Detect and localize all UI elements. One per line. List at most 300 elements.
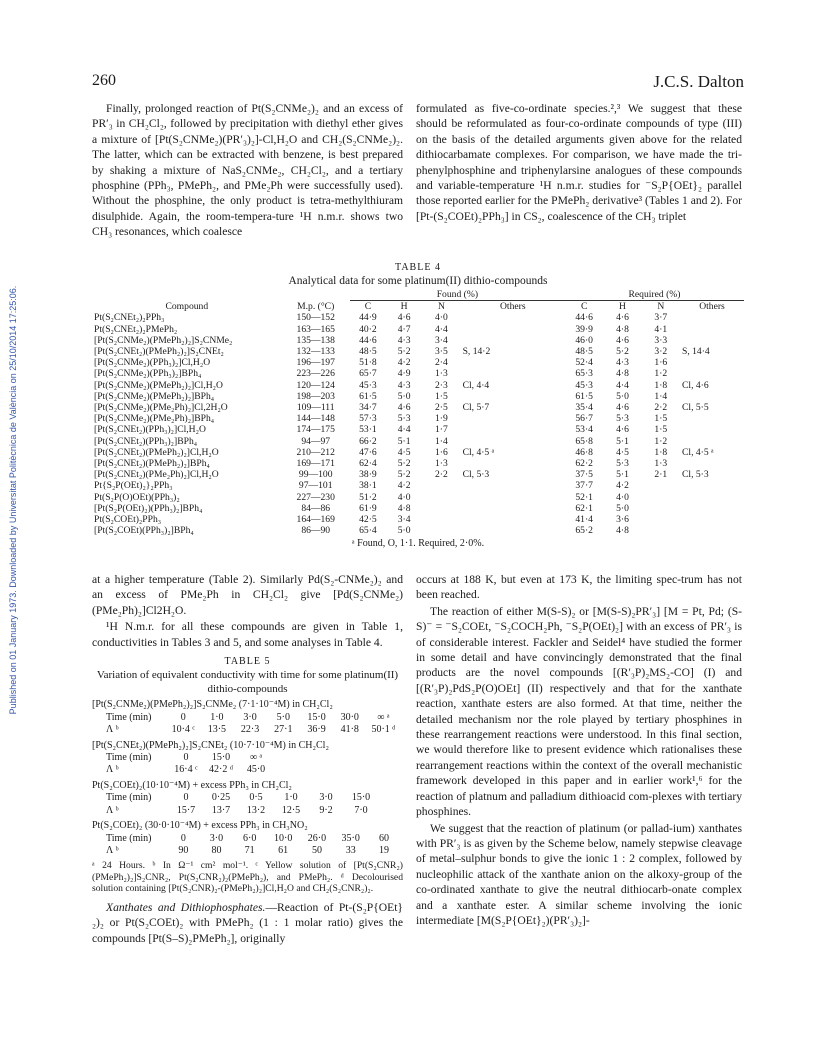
data-cell (461, 357, 565, 368)
data-cell: 144—148 (296, 413, 335, 425)
table-row (92, 413, 744, 424)
data-cell: 5·3 (616, 413, 629, 425)
data-cell (461, 492, 565, 503)
data-cell: 0·25 (211, 792, 231, 804)
data-cell: 4·0 (616, 491, 629, 503)
data-cell: 51·8 (359, 357, 377, 369)
data-cell: 61 (278, 844, 289, 856)
data-cell: 1·6 (435, 446, 448, 458)
page-header (92, 72, 744, 94)
data-cell (680, 324, 744, 335)
compound-cell: [Pt(S₂CNEt₂)(PMePh₂)₂]Cl,H₂O (94, 446, 219, 458)
data-cell: 196—197 (296, 357, 335, 369)
data-cell: Cl, 4·5 ᵃ (462, 446, 495, 458)
data-cell: 4·3 (397, 379, 411, 391)
data-cell: 5·2 (397, 346, 411, 358)
data-cell: 10·0 (274, 832, 293, 844)
data-cell: 3·2 (654, 346, 668, 358)
data-cell: 33 (345, 844, 356, 856)
compound-cell: [Pt(S₂CNMe₂)(PPh₃)₂]BPh₄ (94, 368, 202, 380)
data-cell (461, 312, 565, 323)
data-cell: 163—165 (296, 323, 335, 335)
data-cell: 1·7 (435, 424, 448, 436)
column-header: Others (699, 301, 725, 313)
data-cell: 4·8 (397, 502, 411, 514)
data-cell: 48·5 (575, 346, 593, 358)
data-cell: 13·7 (211, 804, 231, 816)
conductivity-table (106, 833, 403, 858)
data-cell (680, 480, 744, 491)
data-cell: 4·8 (616, 525, 629, 537)
table-row (92, 424, 744, 435)
data-cell: 22·3 (240, 724, 260, 736)
data-cell: 4·0 (397, 491, 411, 503)
data-cell: 71 (244, 844, 255, 856)
data-cell: 5·1 (397, 435, 411, 447)
data-cell: 4·6 (397, 312, 411, 324)
data-cell: 42·5 (359, 514, 377, 526)
data-cell (680, 413, 744, 424)
data-cell: 5·2 (397, 458, 411, 470)
data-cell: 9·2 (319, 804, 333, 816)
data-cell: 45·3 (575, 379, 593, 391)
data-cell (461, 424, 565, 435)
data-cell: 3·4 (397, 514, 411, 526)
data-cell: 13·5 (207, 724, 227, 736)
data-cell: 15·7 (176, 804, 196, 816)
journal-title: J.C.S. Dalton (653, 72, 744, 91)
data-cell: 1·0 (284, 792, 298, 804)
data-cell: 5·0 (616, 390, 629, 402)
data-cell: 44·6 (359, 334, 377, 346)
data-cell: 1·3 (435, 368, 448, 380)
table-row (92, 514, 744, 525)
data-cell: 5·1 (616, 469, 629, 481)
data-cell: 5·0 (397, 525, 411, 537)
data-cell: 2·3 (435, 379, 448, 391)
page-number: 260 (92, 72, 116, 89)
data-cell (680, 357, 744, 368)
data-cell (422, 525, 460, 536)
table-row (92, 391, 744, 402)
paragraph: at a higher temperature (Table 2). Similarly Pd(S₂-CNMe₂)₂ and an excess of PMe₂Ph in CH₂Cl₂ give [Pd(S₂CNMe₂)(PMe₂Ph)₂]Cl2H₂O. (92, 573, 403, 617)
data-cell: 4·8 (616, 323, 629, 335)
data-cell: 169—171 (296, 458, 335, 470)
data-cell: 0 (180, 832, 186, 844)
data-cell: 4·5 (397, 446, 411, 458)
compound-cell: [Pt(S₂CNEt₂)(PMe₂Ph)₂]Cl,H₂O (94, 469, 219, 481)
data-cell: 1·5 (435, 390, 448, 402)
data-cell: 57·3 (359, 413, 377, 425)
data-cell (461, 514, 565, 525)
data-cell (642, 480, 680, 491)
data-cell: 2·2 (435, 469, 448, 481)
data-cell: 109—111 (296, 402, 335, 414)
column-bottom-left (92, 572, 403, 947)
table-notes: ᵃ 24 Hours. ᵇ In Ω⁻¹ cm² mol⁻¹. ᶜ Yellow solution of [Pt(S₂CNR₂)(PMePh₂)₂]S₂CNR₂, Pt(S₂CNR₂)₂(PMePh₂), and PMePh₂. ᵈ Decolourised solution containing [Pt(S₂CNR)₂-(PMePh₂)₂]Cl,H₂O and CH₂(S₂CNR₂)₂. (92, 860, 403, 894)
data-cell: 65·4 (359, 525, 377, 537)
data-cell: 4·2 (397, 357, 411, 369)
compound-cell: Pt(S₂CNEt₂)₂PMePh₂ (94, 323, 178, 335)
data-cell (461, 436, 565, 447)
data-cell: 61·5 (575, 390, 593, 402)
data-cell: 1·9 (435, 413, 448, 425)
data-cell: 6·0 (243, 832, 257, 844)
column-header: N (437, 301, 445, 313)
table-row (92, 380, 744, 391)
row-label: Time (min) (106, 832, 152, 844)
data-cell: 26·0 (307, 832, 327, 844)
data-cell: 42·2 ᵈ (209, 764, 233, 776)
data-cell: 2·1 (654, 469, 668, 481)
data-cell: 150—152 (296, 312, 335, 324)
data-cell: 1·6 (654, 357, 668, 369)
data-cell: 46·8 (575, 446, 593, 458)
paragraph: occurs at 188 K, but even at 173 K, the limiting spec-trum has not been reached. (416, 573, 742, 602)
data-cell (642, 503, 680, 514)
data-cell: 37·7 (575, 480, 593, 492)
data-cell: 4·9 (397, 368, 411, 380)
table-label: TABLE 5 (224, 656, 271, 668)
table-row (106, 764, 276, 776)
data-cell (461, 503, 565, 514)
data-cell: 41·8 (340, 724, 359, 736)
compound-cell: Pt(S₂CNEt₂)₂PPh₃ (94, 312, 165, 324)
data-cell (642, 525, 680, 536)
data-cell (461, 480, 565, 491)
conductivity-section (92, 780, 403, 817)
table-5 (92, 656, 403, 894)
data-cell: 210—212 (296, 446, 335, 458)
data-cell: 1·2 (654, 368, 668, 380)
data-cell: 3·6 (616, 514, 629, 526)
data-cell: 90 (178, 844, 189, 856)
data-cell: 46·0 (575, 334, 593, 346)
data-cell (461, 368, 565, 379)
data-cell: 4·0 (435, 312, 448, 324)
column-bottom-right (416, 572, 742, 929)
data-cell (680, 492, 744, 503)
data-cell: 3·0 (209, 832, 224, 844)
section-title: [Pt(S₂CNMe₂)(PMePh₂)₂]S₂CNMe₂ (7·1·10⁻⁴M) in CH₂Cl₂ (92, 699, 333, 711)
data-cell: 1·8 (654, 446, 668, 458)
column-header: N (657, 301, 665, 313)
table-row (92, 357, 744, 368)
table-row (92, 525, 744, 536)
data-cell: 5·0 (397, 390, 411, 402)
data-cell: Cl, 4·5 ᵃ (682, 446, 714, 458)
data-cell (642, 492, 680, 503)
data-cell: 84—86 (301, 502, 331, 514)
data-cell: ∞ ᵃ (377, 711, 390, 723)
data-cell: 99—100 (298, 469, 333, 481)
data-cell: 1·3 (654, 458, 668, 470)
table-row (106, 724, 403, 736)
paragraph: ¹H N.m.r. for all these compounds are given in Table 1, conductivities in Tables 3 and 5, and some analyses in Table 4. (92, 620, 403, 649)
data-cell: 50 (311, 844, 322, 856)
data-cell: 15·0 (351, 792, 371, 804)
data-cell: 223—226 (296, 368, 335, 380)
data-cell: 4·3 (397, 334, 411, 346)
data-cell: 4·2 (616, 480, 629, 492)
conductivity-table (106, 752, 276, 777)
data-cell: 4·2 (397, 480, 411, 492)
data-cell: 12·5 (281, 804, 301, 816)
data-cell: 52·4 (575, 357, 593, 369)
table-row (92, 436, 744, 447)
data-cell: 36·9 (307, 724, 326, 736)
data-cell: 62·2 (575, 458, 593, 470)
data-cell: 1·8 (654, 379, 668, 391)
conductivity-section (92, 699, 403, 736)
data-cell (461, 413, 565, 424)
data-cell (422, 514, 460, 525)
data-cell (461, 335, 565, 346)
conductivity-section (92, 740, 403, 777)
data-cell: 4·5 (616, 446, 629, 458)
table-row (92, 324, 744, 335)
data-cell: 1·2 (654, 435, 668, 447)
data-cell: 5·0 (616, 502, 629, 514)
data-cell: 0 (183, 752, 189, 764)
data-cell (422, 480, 460, 491)
data-cell: Cl, 5·5 (682, 402, 709, 414)
data-cell (461, 391, 565, 402)
data-cell: 62·1 (575, 502, 593, 514)
table-row (92, 480, 744, 491)
data-cell: 2·4 (435, 357, 448, 369)
compound-cell: Pt{S₂P(OEt)₂}₂PPh₃ (94, 480, 173, 492)
column-top-left (92, 101, 403, 241)
data-cell: 135—138 (296, 334, 335, 346)
table-row (92, 447, 744, 458)
row-label: Λ ᵇ (106, 724, 119, 736)
compound-cell: [Pt(S₂CNEt₂)(PMePh₂)₂]S₂CNEt₂ (94, 346, 224, 358)
data-cell: S, 14·4 (682, 346, 710, 358)
data-cell: Cl, 4·4 (462, 379, 490, 391)
row-label: Λ ᵇ (106, 844, 119, 856)
table-row (92, 335, 744, 346)
data-cell: 4·8 (616, 368, 629, 380)
data-cell: 62·4 (359, 458, 377, 470)
data-cell: 1·5 (654, 424, 668, 436)
section-heading: Xanthates and Dithiophosphates. (106, 900, 266, 914)
row-label: Time (min) (106, 711, 152, 723)
data-cell: 19 (379, 844, 390, 856)
compound-cell: [Pt(S₂CNMe₂)(PPh₃)₂]Cl,H₂O (94, 357, 211, 369)
data-cell: 97—101 (298, 480, 333, 492)
data-cell (461, 324, 565, 335)
data-cell: 34·7 (359, 402, 377, 414)
column-header: C (364, 301, 372, 313)
data-cell (461, 525, 565, 536)
compound-cell: [Pt(S₂CNMe₂)(PMePh₂)₂]S₂CNMe₂ (94, 334, 233, 346)
data-cell: 0 (183, 792, 189, 804)
data-cell: 16·4 ᶜ (174, 764, 198, 776)
data-cell: 35·4 (575, 402, 593, 414)
data-cell: 3·7 (654, 312, 668, 324)
data-cell: 132—133 (296, 346, 335, 358)
data-cell: 174—175 (296, 424, 335, 436)
data-cell (422, 503, 460, 514)
data-cell: 2·2 (654, 402, 668, 414)
data-cell: 3·4 (435, 334, 448, 346)
data-cell (680, 436, 744, 447)
data-cell: 38·1 (359, 480, 377, 492)
table-row (106, 712, 403, 724)
data-cell: 4·6 (616, 312, 629, 324)
data-cell: 0 (180, 711, 186, 723)
conductivity-table (106, 712, 403, 737)
data-cell: 44·9 (359, 312, 377, 324)
data-cell (680, 514, 744, 525)
table-caption: Analytical data for some platinum(II) dithio-compounds (288, 275, 548, 287)
paragraph: Finally, prolonged reaction of Pt(S₂CNMe₂)₂ and an excess of PR′₃ in CH₂Cl₂, followed by precipitation with diethyl ether gives a mixture of [Pt(S₂CNMe₂)(PR′₃)₂]-Cl,H₂O and CH₂(S₂CNMe₂)₂. The latter, which can be extracted with benzene, is best prepared by shaking a mixture of NaS₂CNMe₂, CH₂Cl₂, and a tertiary phosphine (PPh₃, PMePh₂, and PMe₂Ph were successfully used). Without the phosphine, the only product is tetra-methylthiuram disulphide. Again, the room-tempera-ture ¹H n.m.r. shows two CH₃ resonances, which coalesce (92, 102, 403, 239)
compound-cell: [Pt(S₂CNMe₂)(PMePh₂)₂]Cl,H₂O (94, 379, 223, 391)
data-cell: 86—90 (301, 525, 331, 537)
column-header: H (400, 301, 408, 313)
table-row (106, 792, 381, 804)
data-cell: 5·2 (616, 346, 629, 358)
column-header: M.p. (°C) (297, 300, 335, 312)
data-cell: Cl, 5·3 (462, 469, 490, 481)
section-title: Pt(S₂COEt)₂(10·10⁻⁴M) + excess PPh₃ in CH₂Cl₂ (92, 779, 292, 791)
data-cell (680, 368, 744, 379)
data-cell: 45·0 (246, 764, 266, 776)
data-cell (680, 503, 744, 514)
found-group-header: Found (%) (350, 289, 565, 301)
table-row (92, 492, 744, 503)
data-cell: 4·3 (616, 357, 629, 369)
data-cell: 1·5 (654, 413, 668, 425)
download-watermark-text: Published on 01 January 1973. Downloaded by Universitat Politècnica de València on 25/10/2014 17:25:06. (8, 285, 18, 715)
compound-cell: [Pt(S₂CNMe₂)(PMePh₂)₂]BPh₄ (94, 390, 215, 402)
required-group-header: Required (%) (565, 289, 744, 301)
conductivity-section (92, 820, 403, 857)
data-cell: 52·1 (575, 491, 593, 503)
table-row (92, 312, 744, 323)
table-row (92, 503, 744, 514)
data-cell: 5·0 (276, 711, 290, 723)
data-cell: 4·4 (397, 424, 411, 436)
data-cell: 3·0 (319, 792, 333, 804)
data-cell: 1·4 (654, 390, 668, 402)
section-title: [Pt(S₂CNEt₂)(PMePh₂)₂]S₂CNEt₂ (10·7·10⁻⁴M) in CH₂Cl₂ (92, 739, 329, 751)
data-cell: S, 14·2 (462, 346, 491, 358)
data-cell: Cl, 5·3 (682, 469, 709, 481)
data-cell: Cl, 4·6 (682, 379, 709, 391)
data-cell: 4·6 (616, 424, 629, 436)
compound-cell: Pt(S₂P(O)OEt)(PPh₃)₂ (94, 491, 180, 503)
data-cell: 51·2 (359, 491, 377, 503)
data-cell: 5·3 (616, 458, 629, 470)
table-row (92, 469, 744, 480)
data-cell: 3·0 (243, 711, 257, 723)
data-cell: 227—230 (296, 491, 335, 503)
data-cell (680, 312, 744, 323)
data-cell: 4·4 (435, 323, 448, 335)
data-cell: 65·8 (575, 435, 593, 447)
data-cell: 38·9 (359, 469, 377, 481)
data-cell: 80 (211, 844, 222, 856)
paragraph: The reaction of either M(S-S)₂ or [M(S-S)₂PR′₃] [M = Pt, Pd; (S-S)⁻ = ⁻S₂COEt, ⁻S₂COCH₂Ph, ⁻S₂P(OEt)₂] with an excess of PR′₃ is of considerable interest. Fackler and Seidel⁴ have studied the former in some detail and have convincingly demonstrated that the final products are the novel compounds [(R′₃P)₂MS₂-CO] (I) and [(R′₃P)₂PdS₂P(O)OEt] (II) respectively and that for the xanthate reaction, xanthate esters are also formed. At that time, neither the detailed mechanism nor the role played by tertiary phosphines in these rearrangement reactions were understood. In this final section, we would therefore like to present evidence which rationalises these rearrangement reactions within the context of the overall mechanistic framework developed in this paper and in earlier work¹,⁶ for the reaction of platnum and palladium dithioacid com-plexes with tertiary phosphines. (416, 604, 742, 819)
conductivity-table (106, 792, 381, 817)
compound-cell: [Pt(S₂CNEt₂)(PPh₃)₂]Cl,H₂O (94, 424, 206, 436)
data-cell: 4·6 (616, 402, 629, 414)
data-cell: 4·6 (397, 402, 411, 414)
table-row (106, 833, 403, 845)
data-cell: 94—97 (301, 435, 331, 447)
data-cell: 5·3 (397, 413, 411, 425)
table-label: TABLE 4 (395, 262, 441, 273)
data-cell: 1·0 (210, 711, 224, 723)
data-cell: Cl, 5·7 (462, 402, 490, 414)
data-cell: 15·0 (307, 711, 326, 723)
table-row (92, 402, 744, 413)
table-row (106, 752, 276, 764)
data-cell (642, 514, 680, 525)
compound-cell: [Pt(S₂CNEt₂)(PPh₃)₂]BPh₄ (94, 435, 198, 447)
data-cell: 66·2 (359, 435, 377, 447)
download-watermark (6, 180, 20, 820)
paragraph: formulated as five-co-ordinate species.²,³ We suggest that these should be reformulated as four-co-ordinate compounds of type (III) on the basis of the detailed arguments given above for the related dithiocarbamate complexes. For comparison, we have made the tri-phenylphosphine and triphenylarsine analogues of these compounds and variable-temperature ¹H n.m.r. studies for ⁻S₂P{OEt}₂ parallel those reported earlier for the PMePh₂ derivative³ (Tables 1 and 2). For [Pt-(S₂COEt)₂PPh₃] in CS₂, coalescence of the CH₃ triplet (416, 102, 742, 223)
data-cell: 10·4 ᶜ (171, 724, 195, 736)
row-label: Time (min) (106, 792, 152, 804)
paragraph (92, 900, 403, 946)
data-cell: 56·7 (575, 413, 593, 425)
table-row (92, 346, 744, 357)
data-cell: 4·1 (654, 323, 668, 335)
data-cell: 53·1 (359, 424, 377, 436)
table-row (92, 458, 744, 469)
data-cell: 4·6 (616, 334, 629, 346)
data-cell: 50·1 ᵈ (371, 724, 396, 736)
column-header: H (619, 301, 626, 313)
data-cell (680, 525, 744, 536)
data-cell (680, 424, 744, 435)
column-header: Compound (165, 300, 209, 312)
row-label: Time (min) (106, 752, 152, 764)
data-cell: 27·1 (274, 724, 293, 736)
data-cell: 60 (379, 832, 390, 844)
table-row (92, 368, 744, 379)
data-cell (680, 335, 744, 346)
row-label: Λ ᵇ (106, 804, 119, 816)
data-cell: 44·6 (575, 312, 593, 324)
data-cell: 39·9 (575, 323, 593, 335)
data-cell: 47·6 (359, 446, 377, 458)
data-cell: 120—124 (296, 379, 335, 391)
data-cell (680, 458, 744, 469)
compound-cell: [Pt(S₂CNEt₂)(PMePh₂)₂]BPh₄ (94, 458, 210, 470)
paragraph-text: —Reaction of Pt-(S₂P{OEt}₂)₂ or Pt(S₂COEt)₂ with PMePh₂ (1 : 1 molar ratio) gives the compounds [Pt(S–S)₂PMePh₂], originally (92, 900, 403, 945)
column-header: C (580, 301, 588, 313)
data-cell: 45·3 (359, 379, 377, 391)
data-cell: 4·4 (616, 379, 629, 391)
table-row (106, 805, 381, 817)
paragraph: We suggest that the reaction of platinum (or pallad-ium) xanthates with PR′₃ is as given by the Scheme below, namely stepwise cleavage of metal–sulphur bonds to give the ionic 1 : 2 complex, followed by nucleophilic attack of the xanthate anion on the alkoxy-group of the co-ordinated xanthate to give the neutral dithiocarb-onate complex and a xanthate ester. A similar scheme involving the ionic intermediate [M(S₂P{OEt}₂)(PR′₃)₂]- (416, 821, 742, 927)
data-cell: 3·3 (654, 334, 668, 346)
compound-cell: [Pt(S₂COEt)(PPh₃)₂]BPh₄ (94, 525, 194, 537)
data-cell: 13·2 (246, 804, 266, 816)
data-cell: 0·5 (249, 792, 263, 804)
data-cell: 35·0 (341, 832, 360, 844)
data-cell: 5·1 (616, 435, 629, 447)
compound-cell: [Pt(S₂CNMe₂)(PMe₂Ph)₂]BPh₄ (94, 413, 215, 425)
section-title: Pt(S₂COEt)₂ (30·0·10⁻⁴M) + excess PPh₃ in CH₃NO₂ (92, 820, 308, 832)
data-cell (680, 391, 744, 402)
data-cell: 198—203 (296, 390, 335, 402)
